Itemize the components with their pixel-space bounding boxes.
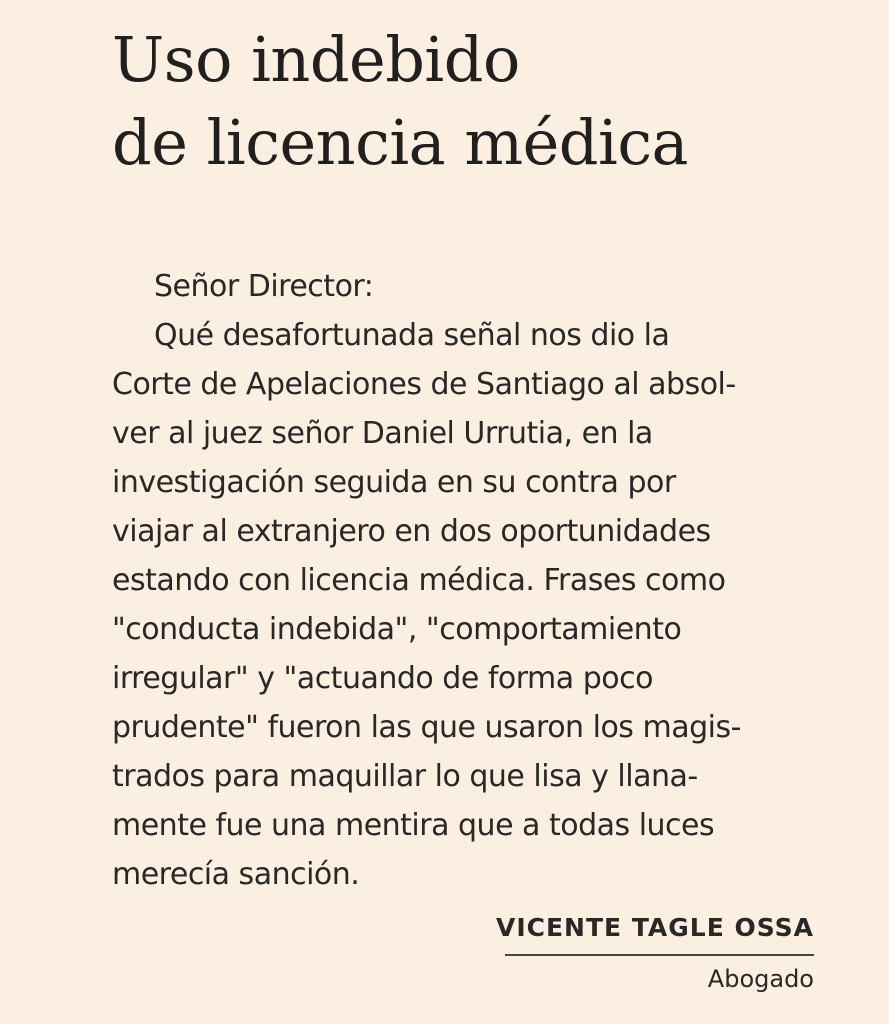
- body-line: Corte de Apelaciones de Santiago al absol-: [112, 367, 736, 402]
- headline-line-1: Uso indebido: [112, 23, 520, 96]
- body-line: "conducta indebida", "comportamiento: [112, 612, 682, 647]
- headline: [112, 18, 872, 184]
- body-line: estando con licencia médica. Frases como: [112, 563, 726, 598]
- body-line: trados para maquillar lo que lisa y llana-: [112, 759, 698, 794]
- body-line: mente fue una mentira que a todas luces: [112, 808, 715, 843]
- body-line: investigación seguida en su contra por: [112, 465, 676, 500]
- body-line: merecía sanción.: [112, 857, 360, 892]
- body-line: viajar al extranjero en dos oportunidades: [112, 514, 711, 549]
- author-name: VICENTE TAGLE OSSA: [495, 913, 814, 942]
- body-line: prudente" fueron las que usaron los magis-: [112, 710, 741, 745]
- letter-body: [112, 262, 812, 899]
- signature-divider: [505, 954, 814, 956]
- headline-line-2: de licencia médica: [112, 106, 689, 179]
- salutation: Señor Director:: [154, 269, 374, 304]
- body-line: Qué desafortunada señal nos dio la: [154, 318, 670, 353]
- author-role: Abogado: [707, 965, 814, 993]
- body-line: ver al juez señor Daniel Urrutia, en la: [112, 416, 653, 451]
- body-line: irregular" y "actuando de forma poco: [112, 661, 653, 696]
